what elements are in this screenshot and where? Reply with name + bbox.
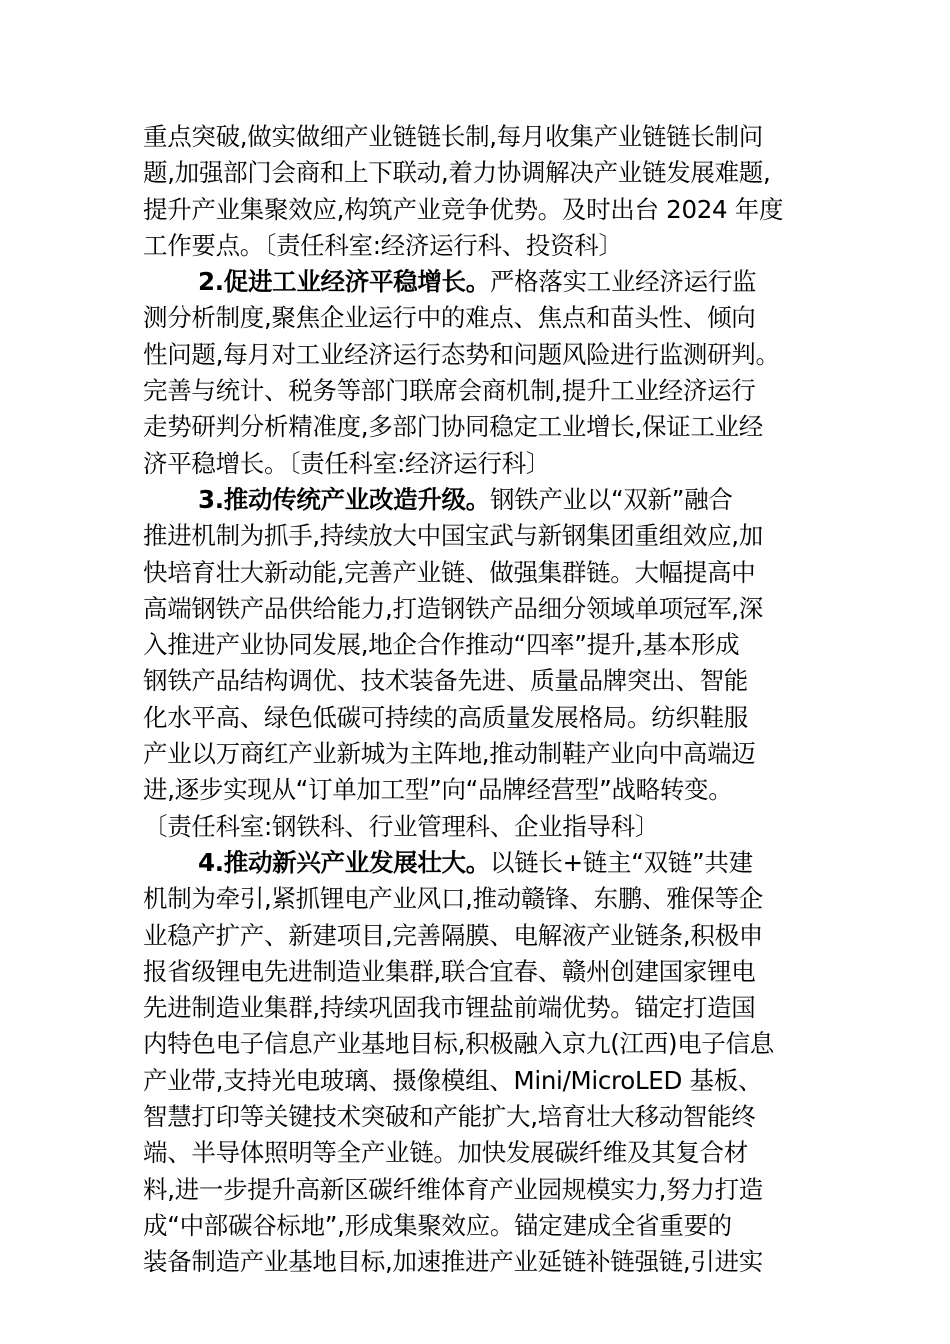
text-line: 产业带,支持光电玻璃、摄像模组、Mini/MicroLED 基板、 bbox=[143, 1065, 763, 1095]
text-line: 走势研判分析精准度,多部门协同稳定工业增长,保证工业经 bbox=[143, 412, 763, 442]
section-3 bbox=[143, 482, 809, 845]
text-line: 先进制造业集群,持续巩固我市锂盐前端优势。锚定打造国 bbox=[143, 993, 756, 1023]
section-2 bbox=[143, 264, 809, 482]
text-line: 推进机制为抓手,持续放大中国宝武与新钢集团重组效应,加 bbox=[143, 521, 763, 551]
text-line: 成“中部碳谷标地”,形成集聚效应。锚定建成全省重要的 bbox=[143, 1210, 732, 1240]
text-line: 报省级锂电先进制造业集群,联合宜春、赣州创建国家锂电 bbox=[143, 956, 756, 986]
text-line: 重点突破,做实做细产业链链长制,每月收集产业链链长制问 bbox=[143, 122, 763, 151]
text-line: 性问题,每月对工业经济运行态势和问题风险进行监测研判。 bbox=[143, 339, 780, 369]
text-line: 智慧打印等关键技术突破和产能扩大,培育壮大移动智能终 bbox=[143, 1102, 756, 1132]
text-line: 装备制造产业基地目标,加速推进产业延链补链强链,引进实 bbox=[143, 1247, 763, 1277]
text-line: 内特色电子信息产业基地目标,积极融入京九(江西)电子信息 bbox=[143, 1029, 775, 1059]
section-first-line bbox=[143, 482, 809, 518]
text-line: 入推进产业协同发展,地企合作推动“四率”提升,基本形成 bbox=[143, 630, 740, 660]
text-line: 钢铁产品结构调优、技术装备先进、质量品牌突出、智能 bbox=[143, 666, 748, 696]
section-text: 钢铁产业以“双新”融合 bbox=[489, 484, 733, 514]
section-4 bbox=[143, 845, 809, 1281]
text-line: 产业以万商红产业新城为主阵地,推动制鞋产业向中高端迈 bbox=[143, 739, 756, 769]
section-text: 以链长+链主“双链”共建 bbox=[489, 847, 753, 877]
text-line: 工作要点。〔责任科室:经济运行科、投资科〕 bbox=[143, 230, 623, 260]
text-line: 快培育壮大新动能,完善产业链、做强集群链。大幅提高中 bbox=[143, 557, 756, 587]
section-heading: 2.促进工业经济平稳增长。 bbox=[198, 267, 490, 297]
text-line: 机制为牵引,紧抓锂电产业风口,推动赣锋、东鹏、雅保等企 bbox=[143, 884, 763, 914]
section-first-line bbox=[143, 264, 809, 300]
text-line: 完善与统计、税务等部门联席会商机制,提升工业经济运行 bbox=[143, 376, 756, 406]
section-heading: 3.推动传统产业改造升级。 bbox=[198, 484, 490, 514]
text-line: 业稳产扩产、新建项目,完善隔膜、电解液产业链条,积极申 bbox=[143, 920, 763, 950]
section-text: 严格落实工业经济运行监 bbox=[489, 267, 757, 297]
text-line: 化水平高、绿色低碳可持续的高质量发展格局。纺织鞋服 bbox=[143, 702, 748, 732]
text-line: 进,逐步实现从“订单加工型”向“品牌经营型”战略转变。 bbox=[143, 775, 733, 805]
text-line: 提升产业集聚效应,构筑产业竞争优势。及时出台 2024 年度 bbox=[143, 194, 784, 224]
section-first-line bbox=[143, 845, 809, 881]
text-line: 济平稳增长。〔责任科室:经济运行科〕 bbox=[143, 448, 551, 478]
section-heading: 4.推动新兴产业发展壮大。 bbox=[198, 847, 490, 877]
text-line: 〔责任科室:钢铁科、行业管理科、企业指导科〕 bbox=[143, 811, 660, 841]
text-line: 测分析制度,聚焦企业运行中的难点、焦点和苗头性、倾向 bbox=[143, 303, 756, 333]
text-line: 料,进一步提升高新区碳纤维体育产业园规模实力,努力打造 bbox=[143, 1174, 763, 1204]
text-line: 题,加强部门会商和上下联动,着力协调解决产业链发展难题, bbox=[143, 158, 771, 188]
text-line: 端、半导体照明等全产业链。加快发展碳纤维及其复合材 bbox=[143, 1138, 748, 1168]
body-text bbox=[143, 119, 809, 1281]
text-line: 高端钢铁产品供给能力,打造钢铁产品细分领域单项冠军,深 bbox=[143, 593, 763, 623]
